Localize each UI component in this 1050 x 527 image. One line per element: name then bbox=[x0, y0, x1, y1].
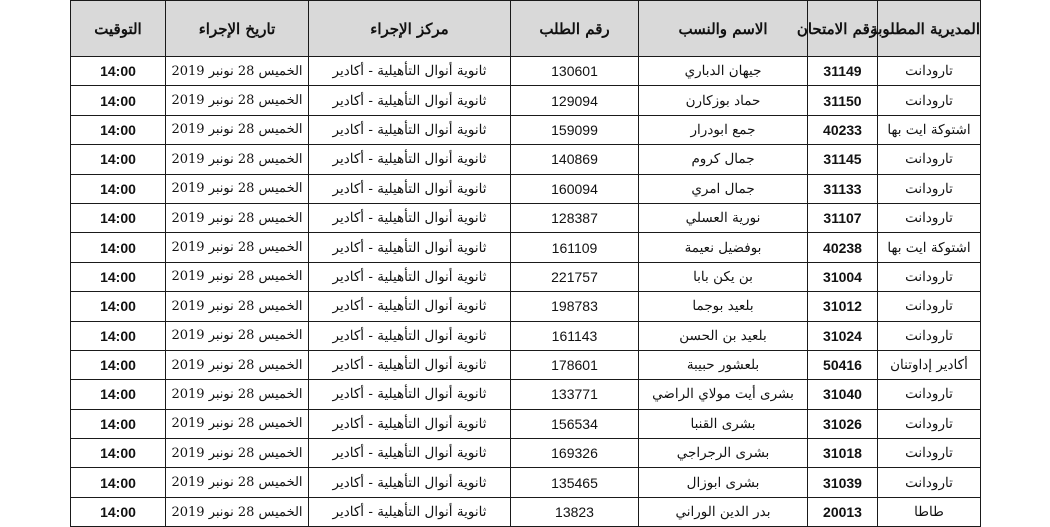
cell-date: الخميس 28 نونبر 2019 bbox=[166, 380, 309, 409]
cell-exam-number: 31018 bbox=[808, 439, 878, 468]
cell-venue: ثانوية أنوال التأهيلية - أكادير bbox=[309, 468, 511, 497]
cell-exam-number: 20013 bbox=[808, 497, 878, 526]
cell-directorate: تارودانت bbox=[878, 262, 981, 291]
cell-exam-number: 40233 bbox=[808, 115, 878, 144]
header-directorate: المديرية المطلوبة bbox=[878, 1, 981, 57]
header-time: التوقيت bbox=[71, 1, 166, 57]
table-row bbox=[71, 262, 981, 291]
cell-request-number: 161143 bbox=[511, 321, 639, 350]
cell-venue: ثانوية أنوال التأهيلية - أكادير bbox=[309, 409, 511, 438]
cell-date: الخميس 28 نونبر 2019 bbox=[166, 115, 309, 144]
cell-full-name: جمال كروم bbox=[639, 145, 808, 174]
cell-time: 14:00 bbox=[71, 321, 166, 350]
cell-request-number: 159099 bbox=[511, 115, 639, 144]
table-row bbox=[71, 115, 981, 144]
cell-time: 14:00 bbox=[71, 203, 166, 232]
cell-full-name: نورية العسلي bbox=[639, 203, 808, 232]
cell-request-number: 133771 bbox=[511, 380, 639, 409]
cell-date: الخميس 28 نونبر 2019 bbox=[166, 350, 309, 379]
cell-directorate: اشتوكة ايت بها bbox=[878, 233, 981, 262]
cell-exam-number: 31149 bbox=[808, 57, 878, 86]
cell-exam-number: 31133 bbox=[808, 174, 878, 203]
cell-date: الخميس 28 نونبر 2019 bbox=[166, 262, 309, 291]
cell-time: 14:00 bbox=[71, 57, 166, 86]
cell-full-name: جيهان الدباري bbox=[639, 57, 808, 86]
cell-full-name: بلعشور حبيبة bbox=[639, 350, 808, 379]
cell-time: 14:00 bbox=[71, 497, 166, 526]
cell-exam-number: 31040 bbox=[808, 380, 878, 409]
cell-time: 14:00 bbox=[71, 409, 166, 438]
cell-date: الخميس 28 نونبر 2019 bbox=[166, 174, 309, 203]
cell-directorate: تارودانت bbox=[878, 380, 981, 409]
cell-directorate: تارودانت bbox=[878, 321, 981, 350]
cell-request-number: 135465 bbox=[511, 468, 639, 497]
table-row bbox=[71, 292, 981, 321]
cell-full-name: بلعيد بوجما bbox=[639, 292, 808, 321]
cell-directorate: تارودانت bbox=[878, 203, 981, 232]
cell-exam-number: 50416 bbox=[808, 350, 878, 379]
top-rule bbox=[70, 0, 980, 1]
cell-date: الخميس 28 نونبر 2019 bbox=[166, 439, 309, 468]
cell-full-name: بشرى القنبا bbox=[639, 409, 808, 438]
cell-full-name: بشرى الرجراجي bbox=[639, 439, 808, 468]
cell-request-number: 198783 bbox=[511, 292, 639, 321]
header-exam-number: رقم الامتحان bbox=[808, 1, 878, 57]
cell-directorate: تارودانت bbox=[878, 86, 981, 115]
cell-date: الخميس 28 نونبر 2019 bbox=[166, 409, 309, 438]
cell-full-name: بن يكن بابا bbox=[639, 262, 808, 291]
cell-venue: ثانوية أنوال التأهيلية - أكادير bbox=[309, 262, 511, 291]
header-date: تاريخ الإجراء bbox=[166, 1, 309, 57]
candidate-table bbox=[70, 0, 981, 527]
table-row bbox=[71, 321, 981, 350]
cell-time: 14:00 bbox=[71, 292, 166, 321]
cell-directorate: تارودانت bbox=[878, 409, 981, 438]
cell-exam-number: 31026 bbox=[808, 409, 878, 438]
cell-directorate: تارودانت bbox=[878, 145, 981, 174]
table-row bbox=[71, 233, 981, 262]
header-row bbox=[71, 1, 981, 57]
cell-venue: ثانوية أنوال التأهيلية - أكادير bbox=[309, 497, 511, 526]
cell-time: 14:00 bbox=[71, 115, 166, 144]
cell-venue: ثانوية أنوال التأهيلية - أكادير bbox=[309, 233, 511, 262]
header-full-name: الاسم والنسب bbox=[639, 1, 808, 57]
cell-exam-number: 31107 bbox=[808, 203, 878, 232]
cell-exam-number: 31150 bbox=[808, 86, 878, 115]
table-row bbox=[71, 174, 981, 203]
cell-venue: ثانوية أنوال التأهيلية - أكادير bbox=[309, 174, 511, 203]
cell-request-number: 13823 bbox=[511, 497, 639, 526]
cell-directorate: تارودانت bbox=[878, 439, 981, 468]
cell-venue: ثانوية أنوال التأهيلية - أكادير bbox=[309, 86, 511, 115]
cell-full-name: جمال امري bbox=[639, 174, 808, 203]
cell-request-number: 156534 bbox=[511, 409, 639, 438]
cell-request-number: 178601 bbox=[511, 350, 639, 379]
candidate-list-sheet bbox=[70, 0, 980, 525]
header-request-number: رقم الطلب bbox=[511, 1, 639, 57]
cell-venue: ثانوية أنوال التأهيلية - أكادير bbox=[309, 57, 511, 86]
cell-date: الخميس 28 نونبر 2019 bbox=[166, 321, 309, 350]
cell-full-name: جمع ابودرار bbox=[639, 115, 808, 144]
cell-venue: ثانوية أنوال التأهيلية - أكادير bbox=[309, 439, 511, 468]
cell-time: 14:00 bbox=[71, 174, 166, 203]
cell-exam-number: 31039 bbox=[808, 468, 878, 497]
cell-full-name: حماد بوزكارن bbox=[639, 86, 808, 115]
table-row bbox=[71, 57, 981, 86]
cell-full-name: بشرى أيت مولاي الراضي bbox=[639, 380, 808, 409]
cell-request-number: 160094 bbox=[511, 174, 639, 203]
cell-time: 14:00 bbox=[71, 233, 166, 262]
cell-date: الخميس 28 نونبر 2019 bbox=[166, 86, 309, 115]
cell-time: 14:00 bbox=[71, 145, 166, 174]
cell-full-name: بلعيد بن الحسن bbox=[639, 321, 808, 350]
cell-venue: ثانوية أنوال التأهيلية - أكادير bbox=[309, 115, 511, 144]
cell-directorate: تارودانت bbox=[878, 292, 981, 321]
cell-venue: ثانوية أنوال التأهيلية - أكادير bbox=[309, 321, 511, 350]
cell-directorate: أكادير إداوتنان bbox=[878, 350, 981, 379]
table-row bbox=[71, 145, 981, 174]
table-row bbox=[71, 468, 981, 497]
cell-request-number: 221757 bbox=[511, 262, 639, 291]
cell-full-name: بشرى ابوزال bbox=[639, 468, 808, 497]
cell-date: الخميس 28 نونبر 2019 bbox=[166, 57, 309, 86]
cell-time: 14:00 bbox=[71, 262, 166, 291]
cell-directorate: تارودانت bbox=[878, 174, 981, 203]
cell-full-name: بدر الدين الوراني bbox=[639, 497, 808, 526]
cell-date: الخميس 28 نونبر 2019 bbox=[166, 497, 309, 526]
cell-venue: ثانوية أنوال التأهيلية - أكادير bbox=[309, 145, 511, 174]
table-row bbox=[71, 203, 981, 232]
cell-exam-number: 31024 bbox=[808, 321, 878, 350]
cell-time: 14:00 bbox=[71, 350, 166, 379]
cell-venue: ثانوية أنوال التأهيلية - أكادير bbox=[309, 350, 511, 379]
table-row bbox=[71, 409, 981, 438]
cell-request-number: 169326 bbox=[511, 439, 639, 468]
cell-request-number: 129094 bbox=[511, 86, 639, 115]
table-row bbox=[71, 380, 981, 409]
cell-full-name: بوفضيل نعيمة bbox=[639, 233, 808, 262]
cell-time: 14:00 bbox=[71, 468, 166, 497]
cell-request-number: 140869 bbox=[511, 145, 639, 174]
cell-directorate: اشتوكة ايت بها bbox=[878, 115, 981, 144]
cell-time: 14:00 bbox=[71, 439, 166, 468]
table-row bbox=[71, 86, 981, 115]
cell-date: الخميس 28 نونبر 2019 bbox=[166, 233, 309, 262]
cell-date: الخميس 28 نونبر 2019 bbox=[166, 145, 309, 174]
cell-exam-number: 31012 bbox=[808, 292, 878, 321]
table-row bbox=[71, 497, 981, 526]
cell-exam-number: 31145 bbox=[808, 145, 878, 174]
cell-request-number: 128387 bbox=[511, 203, 639, 232]
cell-request-number: 161109 bbox=[511, 233, 639, 262]
table-row bbox=[71, 439, 981, 468]
table-row bbox=[71, 350, 981, 379]
cell-directorate: تارودانت bbox=[878, 57, 981, 86]
cell-date: الخميس 28 نونبر 2019 bbox=[166, 203, 309, 232]
cell-exam-number: 31004 bbox=[808, 262, 878, 291]
cell-date: الخميس 28 نونبر 2019 bbox=[166, 468, 309, 497]
table-header bbox=[71, 1, 981, 57]
table-body bbox=[71, 57, 981, 527]
cell-venue: ثانوية أنوال التأهيلية - أكادير bbox=[309, 380, 511, 409]
cell-time: 14:00 bbox=[71, 380, 166, 409]
cell-time: 14:00 bbox=[71, 86, 166, 115]
cell-directorate: طاطا bbox=[878, 497, 981, 526]
cell-directorate: تارودانت bbox=[878, 468, 981, 497]
cell-date: الخميس 28 نونبر 2019 bbox=[166, 292, 309, 321]
cell-request-number: 130601 bbox=[511, 57, 639, 86]
cell-exam-number: 40238 bbox=[808, 233, 878, 262]
cell-venue: ثانوية أنوال التأهيلية - أكادير bbox=[309, 292, 511, 321]
header-venue: مركز الإجراء bbox=[309, 1, 511, 57]
cell-venue: ثانوية أنوال التأهيلية - أكادير bbox=[309, 203, 511, 232]
